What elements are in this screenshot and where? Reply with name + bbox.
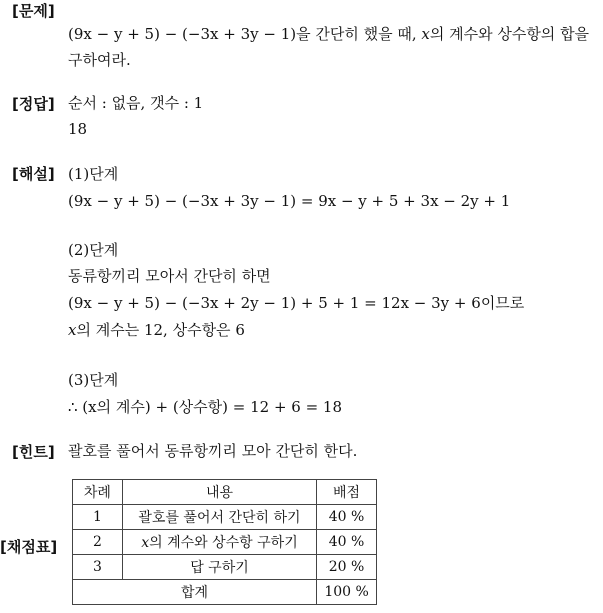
- problem-expression: (9x − y + 5) − (−3x + 3y − 1): [68, 25, 297, 43]
- step2-equation: (9x − y + 5) − (−3x + 2y − 1) + 5 + 1 = 12x − 3y + 6: [68, 294, 481, 312]
- rubric-content-text: 의 계수와 상수항 구하기: [149, 535, 298, 551]
- rubric-total-row: [73, 580, 377, 605]
- problem-variable: x: [421, 25, 430, 43]
- step3-equation: ∴ (x의 계수) + (상수항) = 12 + 6 = 18: [68, 398, 343, 416]
- hint-text: 괄호를 풀어서 동류항끼리 모아 간단히 한다.: [68, 442, 358, 460]
- step2-equation-suffix: 이므로: [480, 294, 525, 312]
- rubric-header-score: 배점: [317, 480, 377, 505]
- problem-label: [문제]: [12, 2, 55, 20]
- rubric-header-row: [73, 480, 377, 505]
- rubric-label: [채점표]: [0, 538, 58, 556]
- rubric-content-variable: x: [141, 535, 150, 551]
- table-row: [73, 505, 377, 530]
- problem-text-b: 의 계수와 상수항의 합을: [429, 25, 590, 43]
- rubric-order: 1: [73, 505, 123, 530]
- rubric-content: [122, 530, 316, 555]
- step2-variable: x: [68, 321, 77, 339]
- step3-title: (3)단계: [68, 371, 119, 389]
- step2-result-line: [68, 320, 245, 340]
- rubric-total-label: 합계: [73, 580, 317, 605]
- answer-meta: 순서 : 없음, 갯수 : 1: [68, 94, 204, 112]
- step2-equation-line: [68, 293, 524, 313]
- rubric-score: 40 %: [317, 530, 377, 555]
- table-row: [73, 555, 377, 580]
- rubric-content: 괄호를 풀어서 간단히 하기: [122, 505, 316, 530]
- problem-text-a: 을 간단히 했을 때,: [296, 25, 422, 43]
- rubric-order: 3: [73, 555, 123, 580]
- answer-label: [정답]: [12, 95, 55, 113]
- problem-line-2: 구하여라.: [68, 51, 131, 69]
- step2-text: 동류항끼리 모아서 간단히 하면: [68, 267, 271, 285]
- rubric-table: [72, 479, 377, 605]
- rubric-score: 20 %: [317, 555, 377, 580]
- step2-result: 의 계수는 12, 상수항은 6: [76, 321, 245, 339]
- rubric-content: 답 구하기: [122, 555, 316, 580]
- answer-value: 18: [68, 120, 88, 138]
- rubric-order: 2: [73, 530, 123, 555]
- problem-line-1: [68, 24, 589, 44]
- solution-label: [해설]: [12, 165, 55, 183]
- table-row: [73, 530, 377, 555]
- hint-label: [힌트]: [12, 443, 55, 461]
- rubric-header-content: 내용: [122, 480, 316, 505]
- step1-title: (1)단계: [68, 165, 119, 183]
- step2-title: (2)단계: [68, 241, 119, 259]
- rubric-header-order: 차례: [73, 480, 123, 505]
- step1-equation: (9x − y + 5) − (−3x + 3y − 1) = 9x − y + 5 + 3x − 2y + 1: [68, 192, 511, 210]
- rubric-total-score: 100 %: [317, 580, 377, 605]
- rubric-score: 40 %: [317, 505, 377, 530]
